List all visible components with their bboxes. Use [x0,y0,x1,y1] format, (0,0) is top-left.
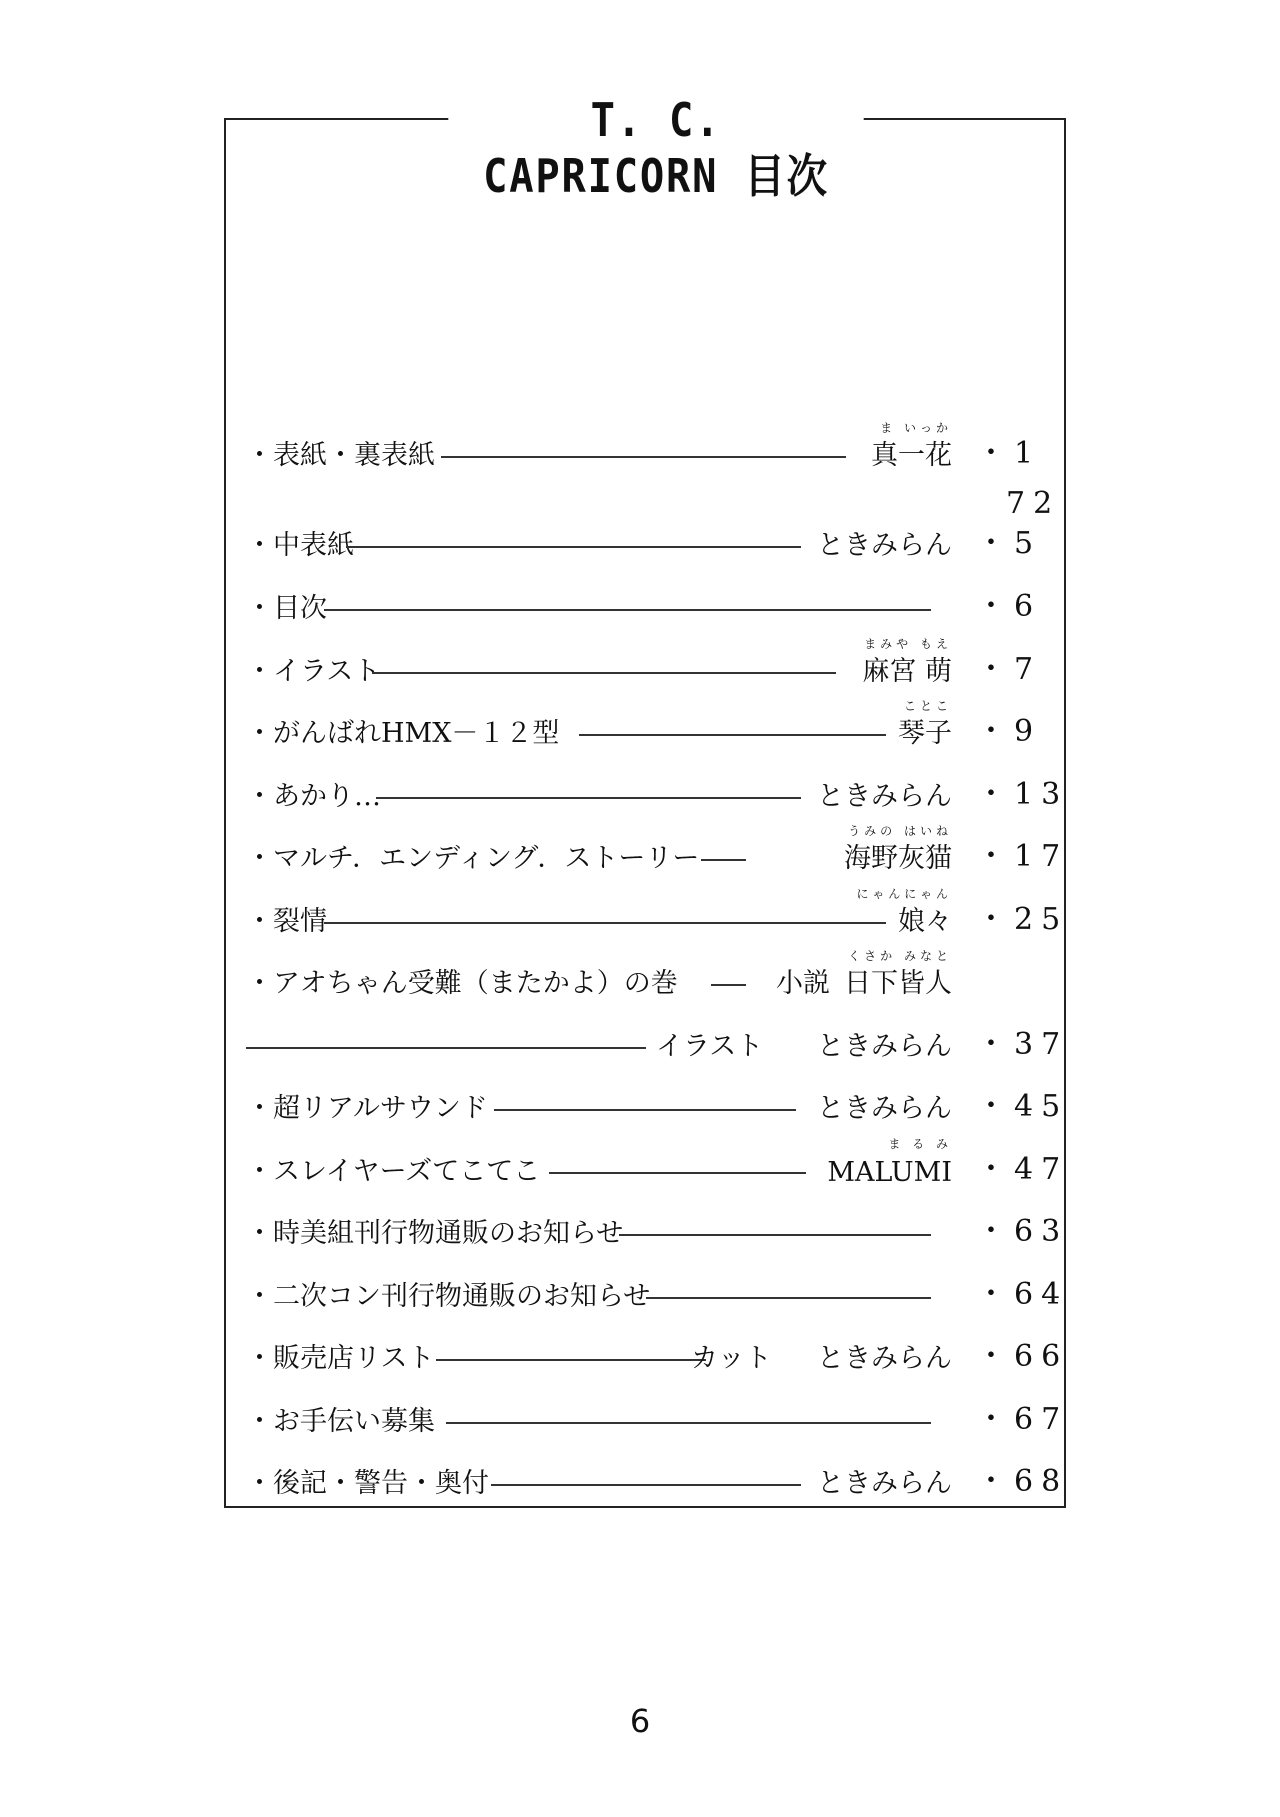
toc-entry-title: ・販売店リスト [246,1343,435,1374]
toc-entry-page: ・68 [976,1464,1069,1499]
toc-entry-ruby: にゃんにゃん [856,887,952,901]
page-number: 6 [629,1702,651,1740]
toc-entry-author: 真一花 [871,440,952,471]
toc-entry-page: ・5 [976,526,1042,561]
leader-line [494,1109,796,1111]
toc-entry-title: ・目次 [246,593,327,624]
toc-entry-ruby: ま る み [888,1137,952,1151]
leader-line [491,1484,801,1486]
toc-entry [246,1386,1069,1446]
toc-entry [246,1136,1069,1196]
toc-entry-ruby: うみの はいね [848,824,952,838]
toc-entry-title: ・あかり… [246,781,381,812]
toc-entry-author: 海野灰猫 [844,843,952,874]
toc-entry [246,761,1069,821]
toc-entry [246,510,1054,570]
toc-entry-page: ・6 [976,589,1042,624]
toc-entry-author: 琴子 [898,718,952,749]
leader-line [246,1047,646,1049]
toc-entry-ruby: くさか みなと [848,949,952,963]
toc-entry-page: ・25 [976,902,1069,937]
leader-line [376,797,801,799]
toc-entry-page: ・37 [976,1027,1069,1062]
toc-entry [246,1448,1069,1508]
toc-entry-title: ・表紙・裏表紙 [246,440,435,471]
toc-entry-role: 小説 [776,968,830,999]
toc-entry [246,420,1061,521]
toc-entry-title: ・マルチ．エンディング．ストーリー [246,843,700,874]
leader-line [436,1359,706,1361]
leader-line [324,609,931,611]
toc-entry-title: ・時美組刊行物通販のお知らせ [246,1218,624,1249]
toc-entry [246,948,1054,1008]
toc-entry-title: ・スレイヤーズてこてこ [246,1156,541,1187]
toc-entry-page: ・1 [976,436,1042,471]
leader-line [646,1297,931,1299]
toc-entry [246,1011,1069,1071]
toc-entry-ruby: ま いっか [880,421,952,435]
toc-entry [246,823,1069,883]
leader-line [711,984,746,986]
toc-entry-role: イラスト [656,1031,764,1062]
toc-entry-author: ときみらん [817,1343,952,1374]
leader-line [619,1234,931,1236]
toc-entry-author: ときみらん [817,1093,952,1124]
toc-entry [246,636,1054,696]
toc-entry-title: ・アオちゃん受難（またかよ）の巻 [246,968,678,999]
leader-line [579,734,886,736]
toc-entry-author: 日下皆人 [844,968,952,999]
toc-entry-page: ・63 [976,1214,1069,1249]
toc-entry-page: ・13 [976,777,1069,812]
toc-entry [246,1323,1069,1383]
toc-entry-page: ・45 [976,1089,1069,1124]
toc-entry-page: ・47 [976,1152,1069,1187]
toc-entry-page: ・66 [976,1339,1069,1374]
leader-line [346,546,801,548]
toc-entry-page-extra: 72 [1006,486,1061,521]
leader-line [701,859,746,861]
toc-entry-title: ・イラスト [246,656,381,687]
leader-line [324,922,886,924]
toc-entry-author: ときみらん [817,530,952,561]
toc-entry-title: ・中表紙 [246,530,354,561]
toc-entry-page: ・17 [976,839,1069,874]
leader-line [372,672,836,674]
toc-entry [246,886,1069,946]
toc-entry-ruby: ことこ [903,699,952,713]
toc-entry [246,573,1054,633]
toc-entry [246,1261,1069,1321]
toc-entry-author: MALUMI [827,1157,952,1188]
toc-entry-ruby: まみや もえ [864,637,952,651]
toc-entry-title: ・お手伝い募集 [246,1406,435,1437]
toc-entry-page: ・67 [976,1402,1069,1437]
toc-entry-role: カット [691,1343,772,1374]
toc-entry-title: ・超リアルサウンド [246,1093,488,1124]
toc-entry-title: ・二次コン刊行物通販のお知らせ [246,1281,651,1312]
toc-entry [246,698,1054,758]
toc-entry-page: ・64 [976,1277,1069,1312]
leader-line [446,1422,931,1424]
leader-line [441,456,846,458]
toc-title: T. C. CAPRICORN 目次 [448,92,863,204]
toc-entry-author: ときみらん [817,1468,952,1499]
toc-entry-title: ・がんばれHMX－１２型 [246,718,560,749]
toc-entry-author: 麻宮 萌 [862,656,952,687]
toc-entry-page: ・7 [976,652,1042,687]
toc-entry-title: ・後記・警告・奥付 [246,1468,489,1499]
toc-entry-author: 娘々 [898,906,952,937]
toc-entry-author: ときみらん [817,781,952,812]
toc-entry-author: ときみらん [817,1031,952,1062]
toc-entry [246,1073,1069,1133]
leader-line [549,1172,806,1174]
toc-entry [246,1198,1069,1258]
toc-entry-page: ・9 [976,714,1042,749]
toc-entry-title: ・裂情 [246,906,327,937]
